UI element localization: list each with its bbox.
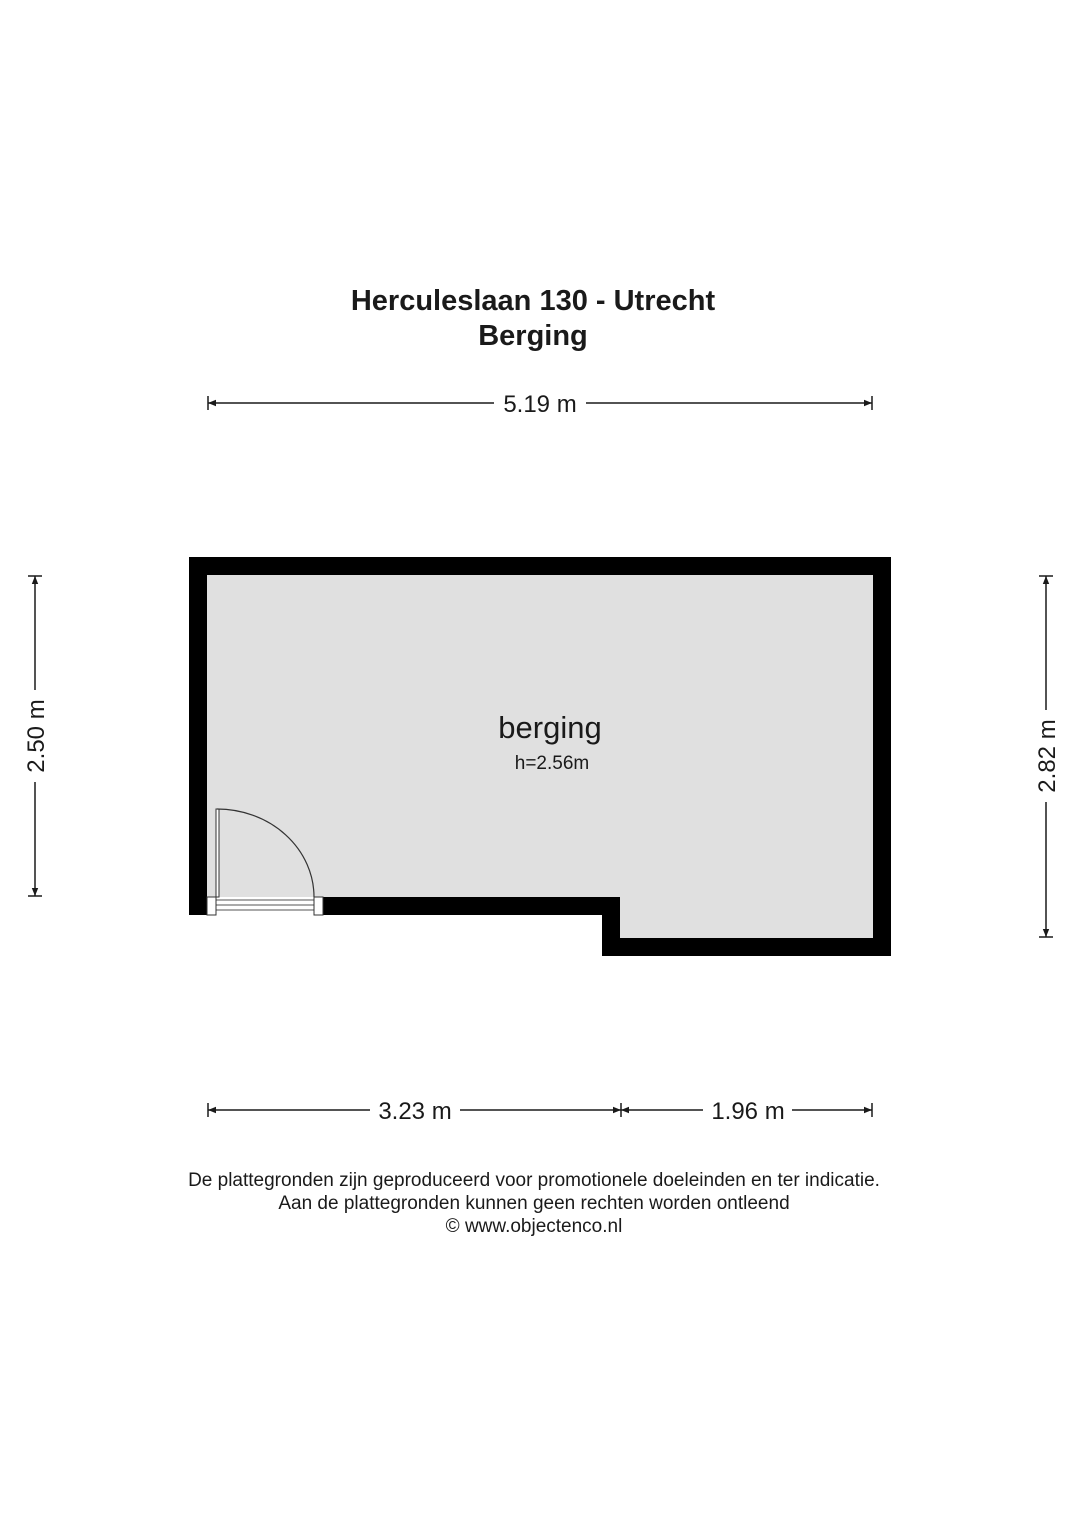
room-label: berging xyxy=(498,710,602,745)
dimension-right-height xyxy=(1034,576,1061,937)
plan-subtitle: Berging xyxy=(478,320,588,352)
dimension-label-bottom-left: 3.23 m xyxy=(378,1098,452,1125)
disclaimer-line-1: De plattegronden zijn geproduceerd voor promotionele doeleinden en ter indicatie. xyxy=(188,1170,880,1191)
dimension-label-top: 5.19 m xyxy=(503,391,577,418)
dimension-label-bottom-right: 1.96 m xyxy=(711,1098,785,1125)
dimension-label-right: 2.82 m xyxy=(1034,719,1061,793)
dimension-top-total xyxy=(208,391,872,418)
copyright-link[interactable]: © www.objectenco.nl xyxy=(445,1216,623,1237)
disclaimer-line-2: Aan de plattegronden kunnen geen rechten worden ontleend xyxy=(278,1193,790,1214)
dimension-label-left: 2.50 m xyxy=(23,699,50,773)
dimension-bottom xyxy=(208,1098,872,1125)
plan-title: Herculeslaan 130 - Utrecht xyxy=(350,285,716,317)
room-berging xyxy=(189,557,891,956)
dimension-left-height xyxy=(23,576,50,896)
room-height-label: h=2.56m xyxy=(514,753,590,774)
